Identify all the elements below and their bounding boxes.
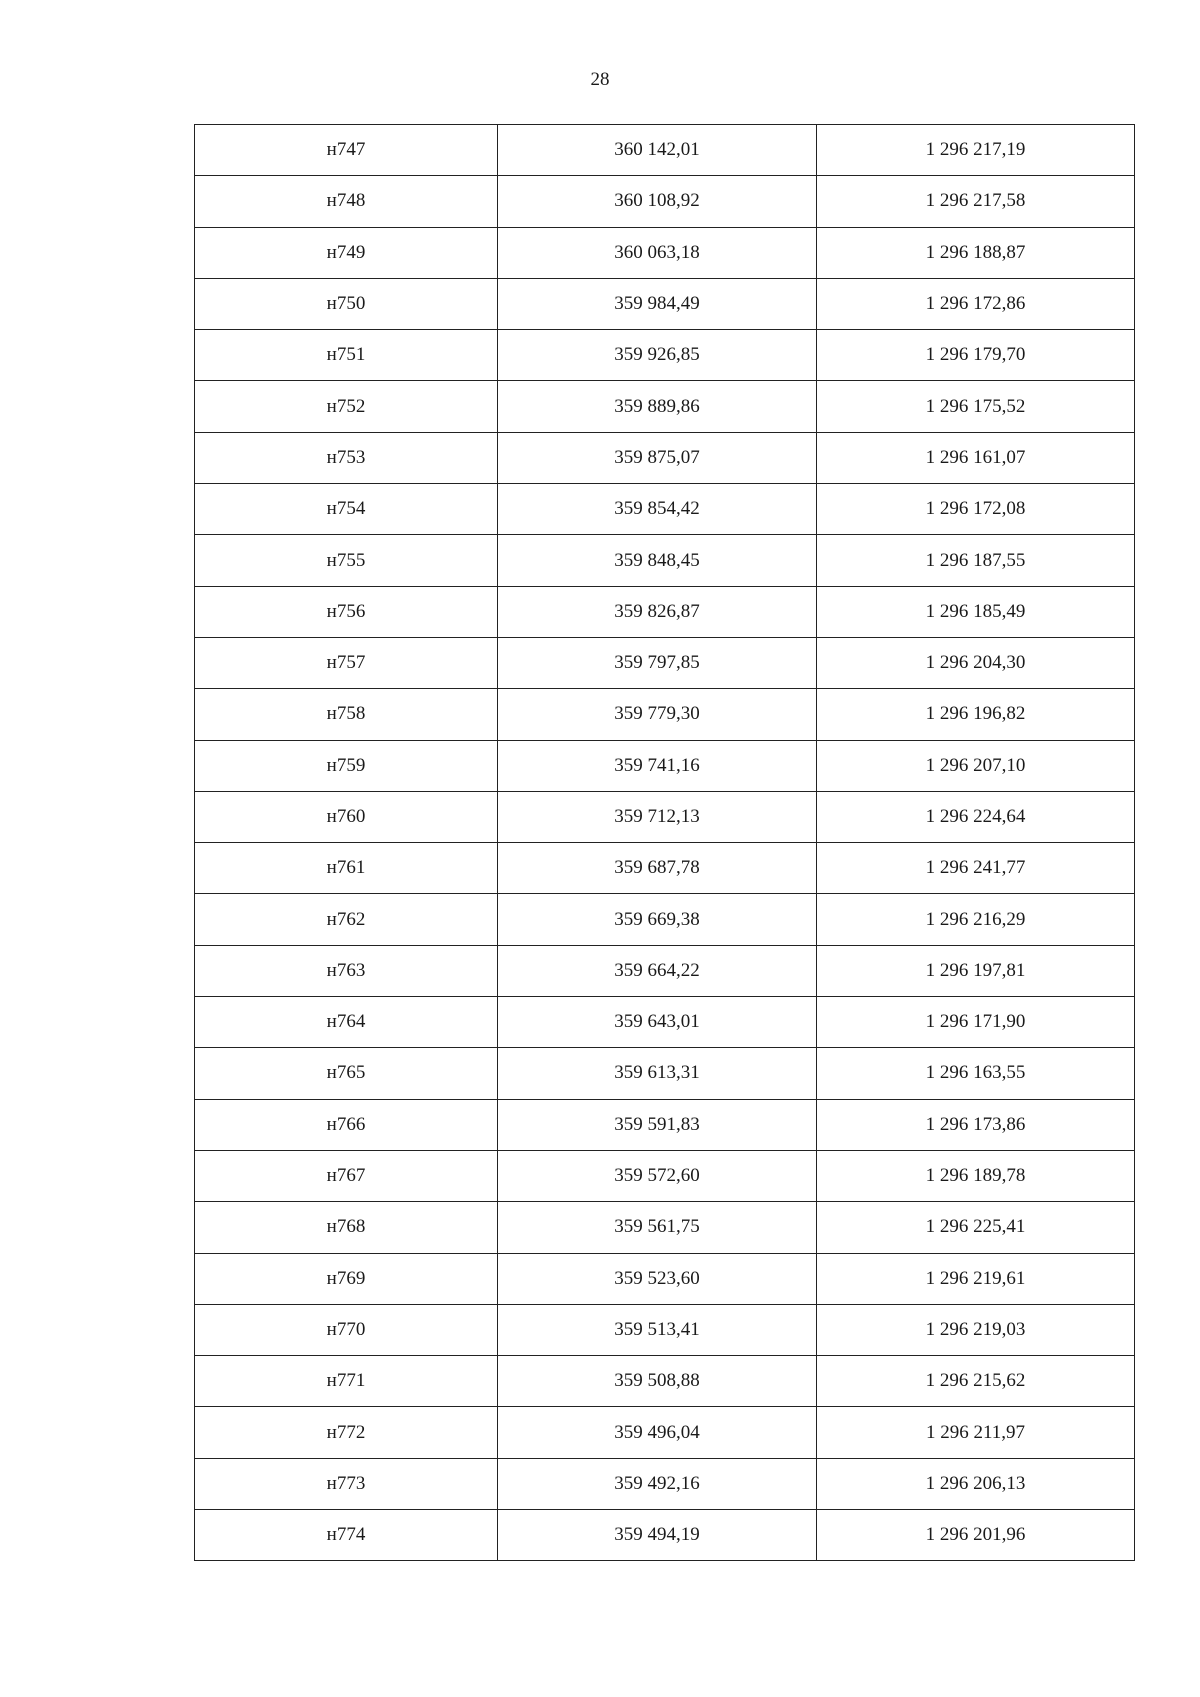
table-row (195, 1202, 1135, 1253)
x-coordinate-cell: 359 591,83 (498, 1099, 817, 1150)
point-id-cell: н755 (195, 535, 498, 586)
x-coordinate-cell: 359 797,85 (498, 637, 817, 688)
point-id-cell: н761 (195, 843, 498, 894)
point-id-cell: н766 (195, 1099, 498, 1150)
x-coordinate-cell: 359 854,42 (498, 484, 817, 535)
y-coordinate-cell: 1 296 201,96 (817, 1510, 1135, 1561)
point-id-cell: н763 (195, 945, 498, 996)
y-coordinate-cell: 1 296 206,13 (817, 1458, 1135, 1509)
coordinates-table-body (195, 125, 1135, 1561)
x-coordinate-cell: 359 926,85 (498, 330, 817, 381)
table-row (195, 330, 1135, 381)
point-id-cell: н751 (195, 330, 498, 381)
x-coordinate-cell: 359 664,22 (498, 945, 817, 996)
y-coordinate-cell: 1 296 179,70 (817, 330, 1135, 381)
page-number: 28 (590, 69, 610, 90)
point-id-cell: н752 (195, 381, 498, 432)
point-id-cell: н762 (195, 894, 498, 945)
x-coordinate-cell: 359 848,45 (498, 535, 817, 586)
x-coordinate-cell: 359 508,88 (498, 1356, 817, 1407)
y-coordinate-cell: 1 296 219,61 (817, 1253, 1135, 1304)
y-coordinate-cell: 1 296 211,97 (817, 1407, 1135, 1458)
point-id-cell: н748 (195, 176, 498, 227)
table-row (195, 1048, 1135, 1099)
y-coordinate-cell: 1 296 173,86 (817, 1099, 1135, 1150)
table-row (195, 381, 1135, 432)
x-coordinate-cell: 359 687,78 (498, 843, 817, 894)
table-row (195, 125, 1135, 176)
x-coordinate-cell: 359 523,60 (498, 1253, 817, 1304)
y-coordinate-cell: 1 296 217,58 (817, 176, 1135, 227)
y-coordinate-cell: 1 296 219,03 (817, 1304, 1135, 1355)
x-coordinate-cell: 359 875,07 (498, 432, 817, 483)
table-row (195, 1407, 1135, 1458)
point-id-cell: н767 (195, 1150, 498, 1201)
table-row (195, 740, 1135, 791)
y-coordinate-cell: 1 296 187,55 (817, 535, 1135, 586)
x-coordinate-cell: 359 496,04 (498, 1407, 817, 1458)
table-row (195, 1150, 1135, 1201)
y-coordinate-cell: 1 296 224,64 (817, 791, 1135, 842)
y-coordinate-cell: 1 296 172,86 (817, 278, 1135, 329)
x-coordinate-cell: 359 643,01 (498, 997, 817, 1048)
x-coordinate-cell: 359 741,16 (498, 740, 817, 791)
y-coordinate-cell: 1 296 175,52 (817, 381, 1135, 432)
coordinates-table (194, 124, 1135, 1561)
table-row (195, 227, 1135, 278)
x-coordinate-cell: 359 561,75 (498, 1202, 817, 1253)
table-row (195, 945, 1135, 996)
x-coordinate-cell: 359 984,49 (498, 278, 817, 329)
point-id-cell: н768 (195, 1202, 498, 1253)
y-coordinate-cell: 1 296 204,30 (817, 637, 1135, 688)
x-coordinate-cell: 359 712,13 (498, 791, 817, 842)
point-id-cell: н765 (195, 1048, 498, 1099)
table-row (195, 1253, 1135, 1304)
y-coordinate-cell: 1 296 189,78 (817, 1150, 1135, 1201)
point-id-cell: н770 (195, 1304, 498, 1355)
point-id-cell: н756 (195, 586, 498, 637)
y-coordinate-cell: 1 296 171,90 (817, 997, 1135, 1048)
table-row (195, 1510, 1135, 1561)
y-coordinate-cell: 1 296 207,10 (817, 740, 1135, 791)
point-id-cell: н773 (195, 1458, 498, 1509)
table-row (195, 791, 1135, 842)
y-coordinate-cell: 1 296 225,41 (817, 1202, 1135, 1253)
y-coordinate-cell: 1 296 172,08 (817, 484, 1135, 535)
point-id-cell: н750 (195, 278, 498, 329)
x-coordinate-cell: 360 063,18 (498, 227, 817, 278)
table-row (195, 689, 1135, 740)
point-id-cell: н749 (195, 227, 498, 278)
table-row (195, 1458, 1135, 1509)
table-row (195, 432, 1135, 483)
table-row (195, 278, 1135, 329)
table-row (195, 843, 1135, 894)
y-coordinate-cell: 1 296 216,29 (817, 894, 1135, 945)
table-row (195, 1099, 1135, 1150)
x-coordinate-cell: 359 572,60 (498, 1150, 817, 1201)
y-coordinate-cell: 1 296 241,77 (817, 843, 1135, 894)
table-row (195, 176, 1135, 227)
point-id-cell: н753 (195, 432, 498, 483)
point-id-cell: н772 (195, 1407, 498, 1458)
table-row (195, 1356, 1135, 1407)
table-row (195, 997, 1135, 1048)
point-id-cell: н757 (195, 637, 498, 688)
y-coordinate-cell: 1 296 188,87 (817, 227, 1135, 278)
point-id-cell: н760 (195, 791, 498, 842)
point-id-cell: н771 (195, 1356, 498, 1407)
point-id-cell: н764 (195, 997, 498, 1048)
table-row (195, 637, 1135, 688)
x-coordinate-cell: 359 779,30 (498, 689, 817, 740)
x-coordinate-cell: 359 492,16 (498, 1458, 817, 1509)
x-coordinate-cell: 359 669,38 (498, 894, 817, 945)
x-coordinate-cell: 359 889,86 (498, 381, 817, 432)
x-coordinate-cell: 360 142,01 (498, 125, 817, 176)
table-row (195, 894, 1135, 945)
y-coordinate-cell: 1 296 215,62 (817, 1356, 1135, 1407)
table-row (195, 586, 1135, 637)
y-coordinate-cell: 1 296 197,81 (817, 945, 1135, 996)
y-coordinate-cell: 1 296 161,07 (817, 432, 1135, 483)
table-row (195, 484, 1135, 535)
point-id-cell: н769 (195, 1253, 498, 1304)
y-coordinate-cell: 1 296 196,82 (817, 689, 1135, 740)
y-coordinate-cell: 1 296 185,49 (817, 586, 1135, 637)
x-coordinate-cell: 359 826,87 (498, 586, 817, 637)
x-coordinate-cell: 359 613,31 (498, 1048, 817, 1099)
y-coordinate-cell: 1 296 163,55 (817, 1048, 1135, 1099)
x-coordinate-cell: 359 513,41 (498, 1304, 817, 1355)
point-id-cell: н758 (195, 689, 498, 740)
table-row (195, 535, 1135, 586)
point-id-cell: н774 (195, 1510, 498, 1561)
point-id-cell: н747 (195, 125, 498, 176)
point-id-cell: н754 (195, 484, 498, 535)
table-row (195, 1304, 1135, 1355)
point-id-cell: н759 (195, 740, 498, 791)
x-coordinate-cell: 359 494,19 (498, 1510, 817, 1561)
y-coordinate-cell: 1 296 217,19 (817, 125, 1135, 176)
x-coordinate-cell: 360 108,92 (498, 176, 817, 227)
